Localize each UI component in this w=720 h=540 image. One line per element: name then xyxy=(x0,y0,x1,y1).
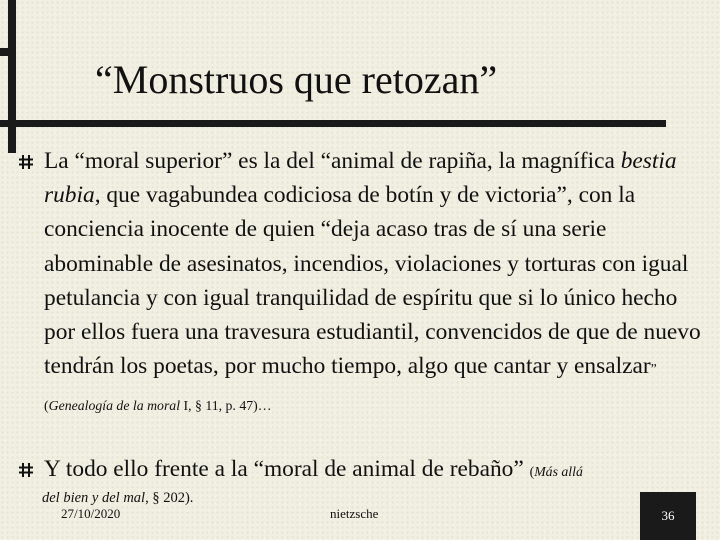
slide-title: “Monstruos que retozan” xyxy=(95,57,498,102)
bullet-text: Y todo ello frente a la “moral de animal de rebaño” xyxy=(44,456,530,482)
footer-date: 27/10/2020 xyxy=(61,506,121,521)
bullet-text: , que vagabundea codiciosa de botín y de victoria”, con la conciencia inocente de quien “deja acaso tras de sí una serie abominable de asesinatos, incendios, violaciones y torturas con igual petulancia y con igual tranquilidad de espíritu que si lo único hecho por ellos fuera una travesura estudiantil, convencidos de que de nuevo tendrán los poetas, por mucho tiempo, algo que cantar y ensalzar xyxy=(44,182,701,380)
citation-title: Genealogía de la moral xyxy=(48,398,181,414)
citation-continuation xyxy=(42,489,712,507)
citation-title-part: del bien y del mal xyxy=(42,490,146,507)
slide-number: 36 xyxy=(661,508,675,523)
footer-center-text: nietzsche xyxy=(330,506,379,521)
bullet-item xyxy=(44,144,712,424)
bullet-item xyxy=(44,452,712,507)
bullet-text-italic: bestia rubia xyxy=(44,148,677,209)
title-underline-bar xyxy=(0,120,666,127)
slide-number-box xyxy=(640,492,696,540)
citation-quote: ” ( xyxy=(44,361,657,414)
citation-ref: , § 202). xyxy=(145,490,194,507)
bullet-text: La “moral superior” es la del “animal de rapiña, la magnífica xyxy=(44,148,621,174)
citation-title-part: Más allá xyxy=(534,464,583,479)
hash-bullet-icon xyxy=(19,463,33,477)
title-accent-vertical-bar xyxy=(8,0,16,153)
citation-open: ( xyxy=(529,464,535,479)
hash-bullet-icon xyxy=(19,155,33,169)
citation-ref: I, § 11, p. 47)… xyxy=(180,398,272,414)
